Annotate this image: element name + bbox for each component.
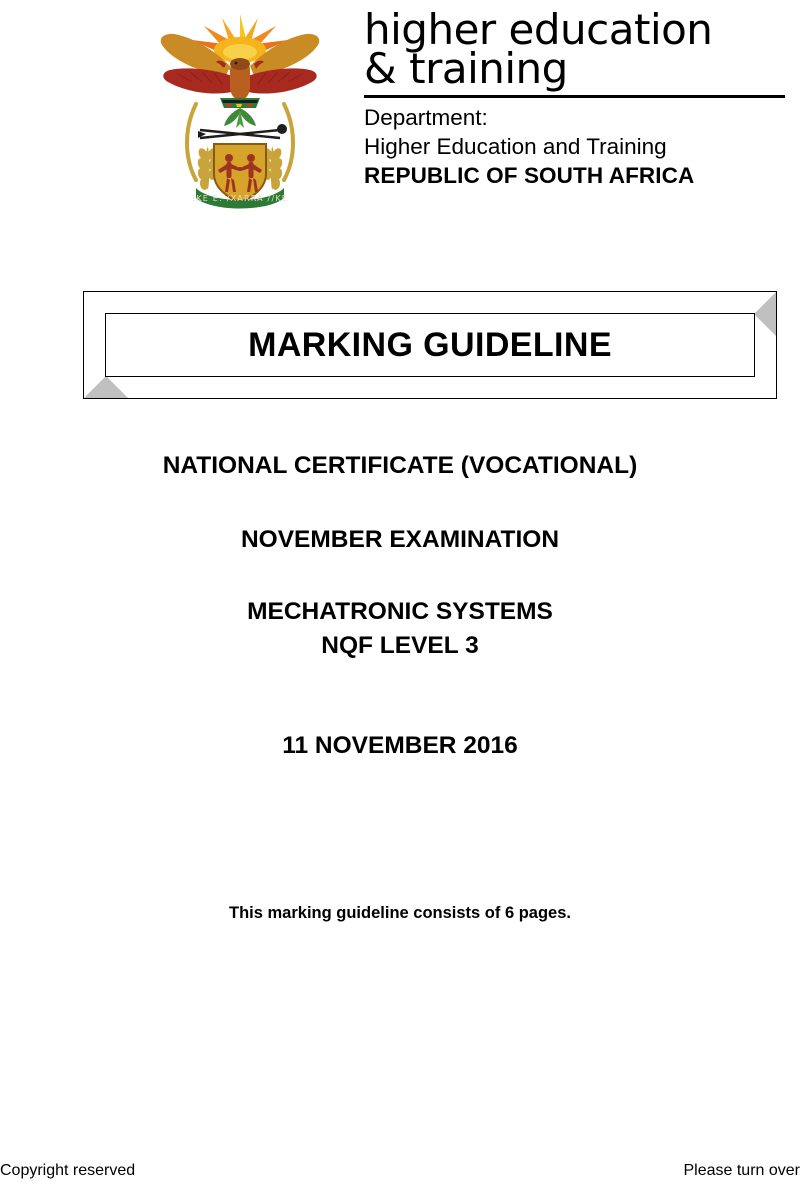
bevel-face-right (754, 292, 776, 336)
department-title (364, 5, 788, 94)
department-label: Department: (364, 104, 488, 130)
letterhead-divider (364, 95, 785, 98)
south-african-coat-of-arms-icon (152, 12, 328, 217)
cover-details (0, 440, 800, 921)
exam-date: 11 NOVEMBER 2016 (282, 732, 518, 759)
copyright-notice: Copyright reserved (0, 1161, 136, 1179)
page-footer (0, 1160, 800, 1180)
subject-name: MECHATRONIC SYSTEMS (247, 598, 553, 625)
bevel-face-bottom (84, 376, 128, 398)
page-title: MARKING GUIDELINE (248, 326, 612, 364)
country-name: REPUBLIC OF SOUTH AFRICA (364, 162, 695, 188)
department-title-line2: & training (364, 44, 568, 94)
page-count-note: This marking guideline consists of 6 pages. (229, 903, 571, 922)
department-title-line1: higher education (364, 5, 713, 54)
nqf-level: NQF LEVEL 3 (321, 631, 479, 659)
bevel-face-left (84, 292, 106, 336)
letterhead (0, 0, 800, 225)
title-box-inner-panel (105, 313, 755, 377)
examination-session: NOVEMBER EXAMINATION (240, 525, 560, 553)
department-wordmark (364, 5, 788, 190)
department-subtitle (364, 104, 788, 190)
marking-guideline-title-box (83, 291, 777, 399)
department-name: Higher Education and Training (364, 133, 667, 159)
svg-text:!KE E: /XARRA //KE: !KE E: /XARRA //KE (191, 194, 289, 203)
turn-over-notice: Please turn over (683, 1161, 800, 1179)
certificate-name: NATIONAL CERTIFICATE (VOCATIONAL) (162, 452, 638, 479)
